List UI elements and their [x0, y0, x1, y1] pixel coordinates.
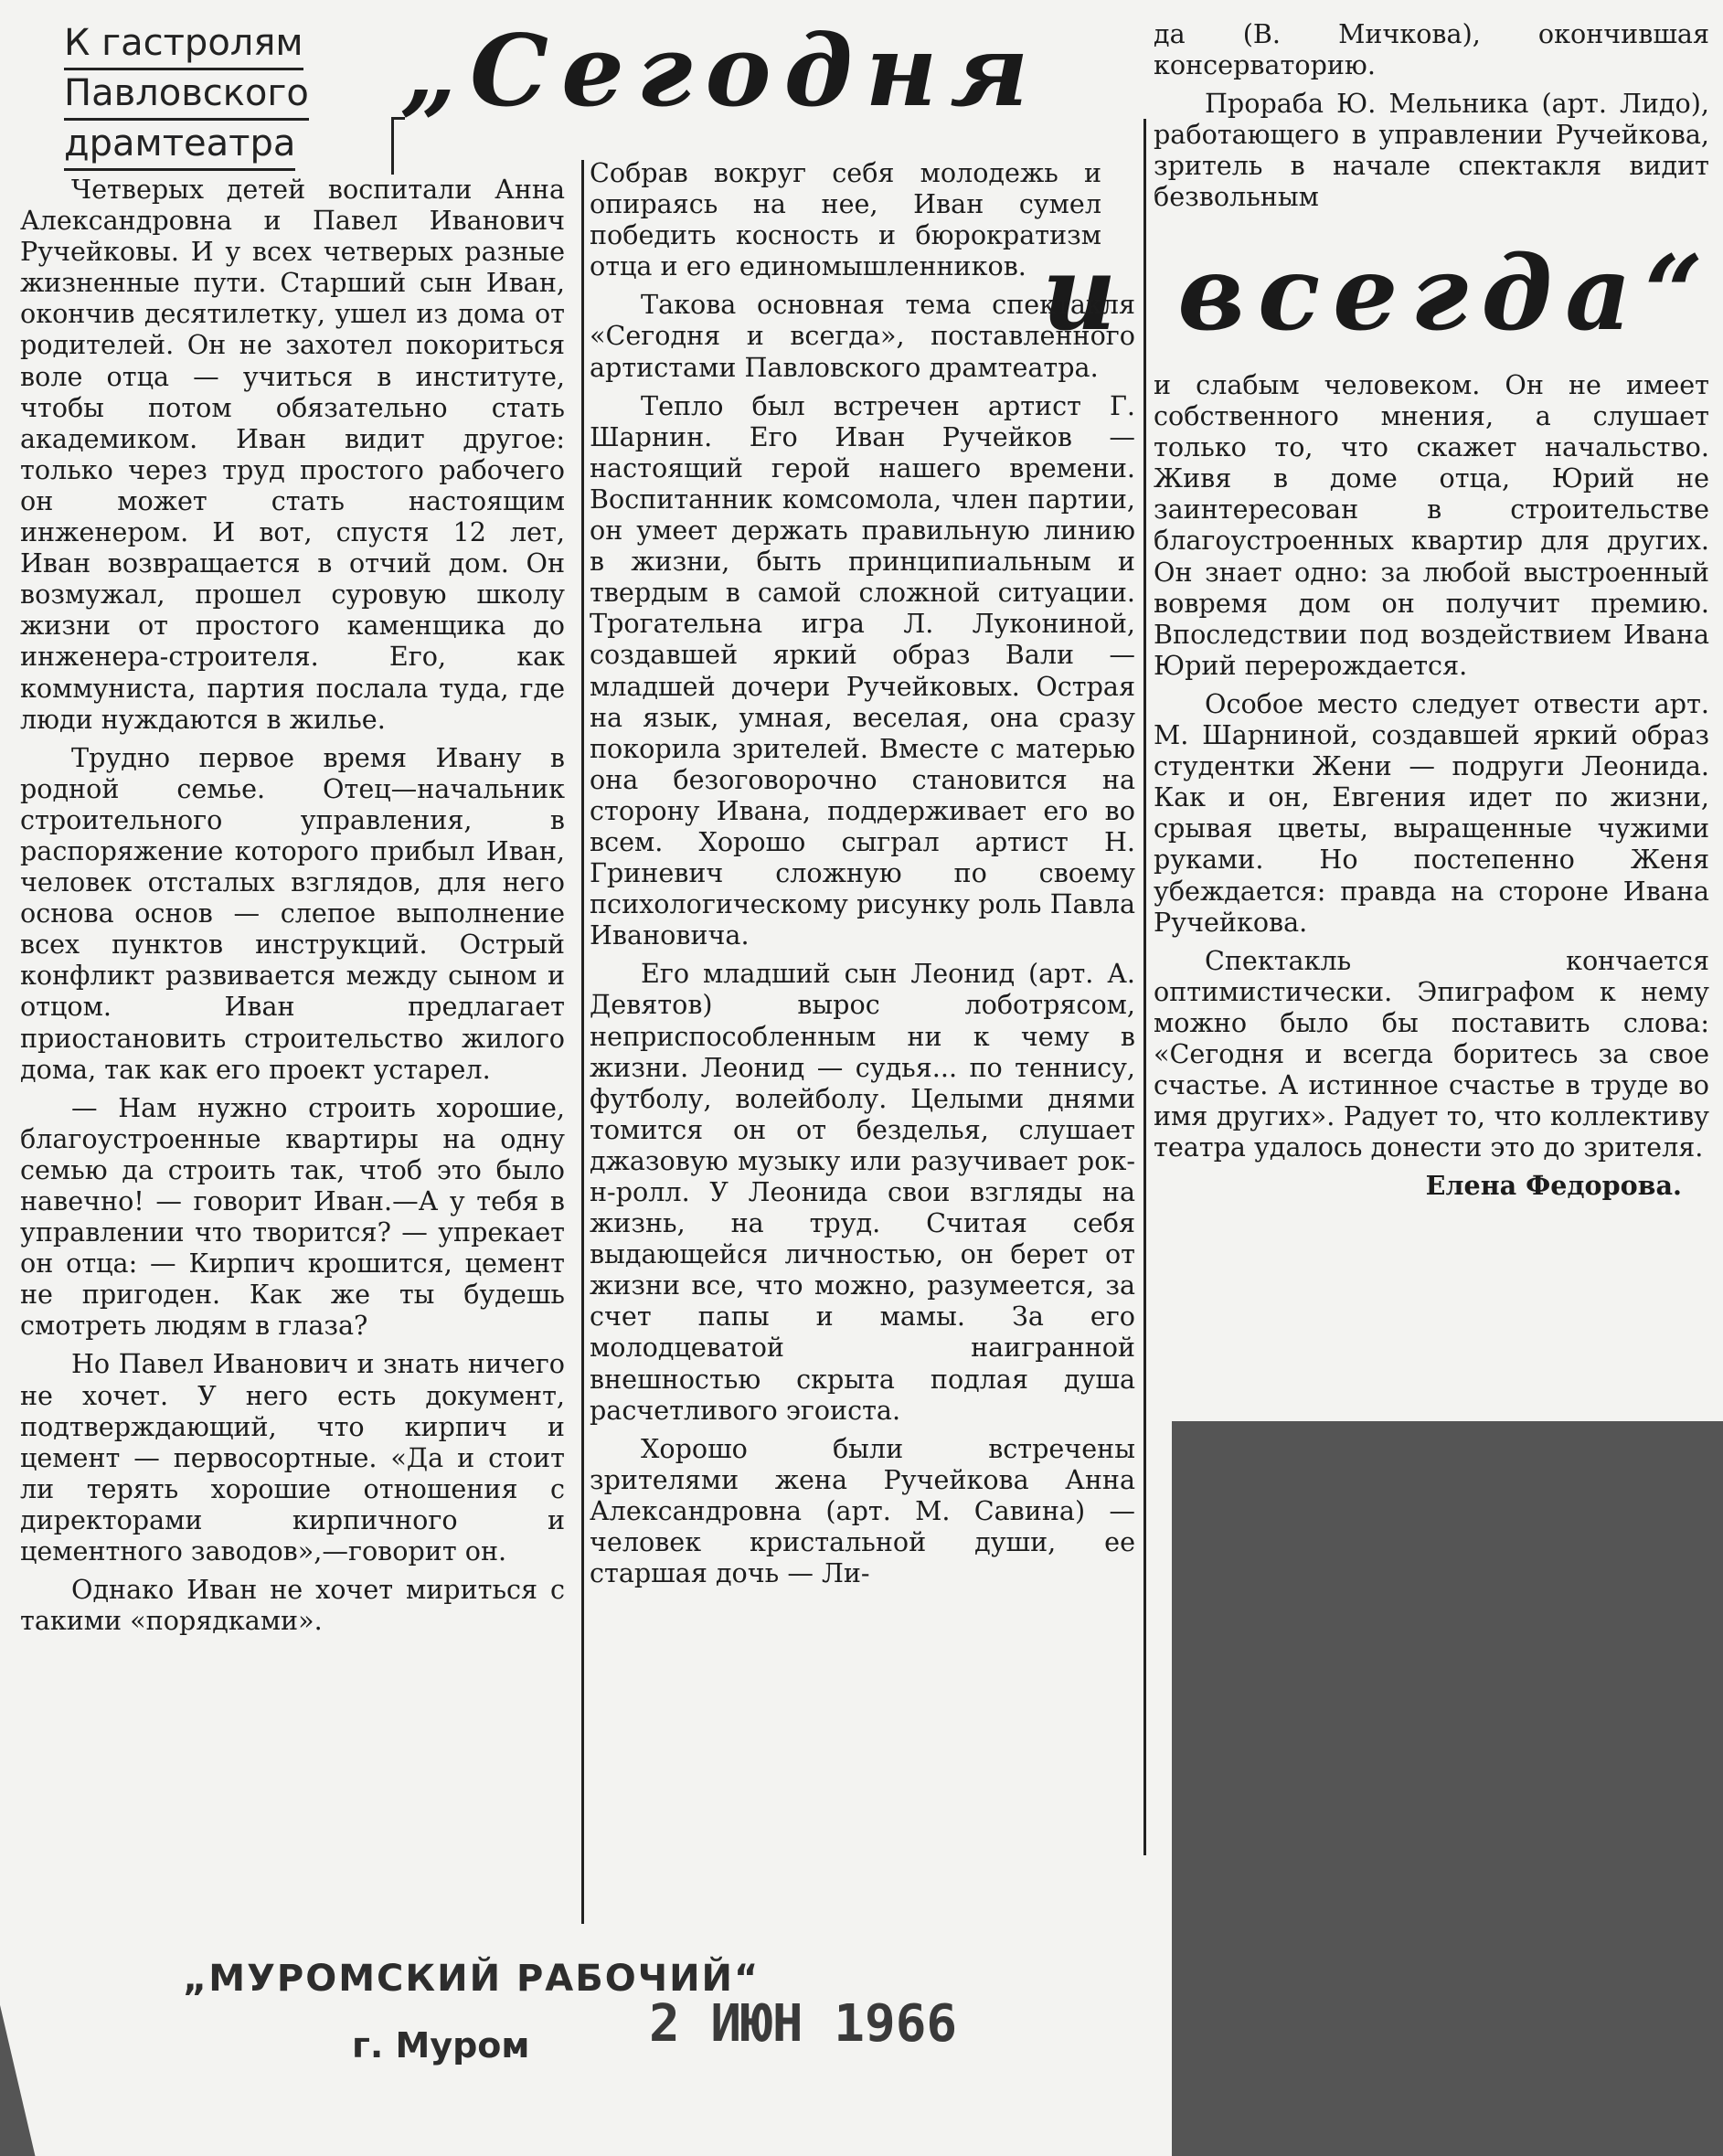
- paragraph: Особое место следует отвести арт. М. Шарниной, создавшей яркий образ студентки Жени — подруги Леонида. Как и он, Евгения идет по жизни, срывая цветы, выращенные чужими руками. Но постепенно Женя убеждается: правда на стороне Ивана Ручейкова.: [1154, 687, 1709, 938]
- column-3-top: [1154, 18, 1709, 220]
- column-2: [590, 157, 1135, 1596]
- paragraph: Собрав вокруг себя молодежь и опираясь на нее, Иван сумел победить косность и бюрократизм отца и его единомышленников.: [590, 157, 1101, 282]
- kicker-line: Павловского: [64, 70, 309, 121]
- column-rule: [1143, 119, 1146, 1855]
- date-stamp: 2 ИЮН 1966: [649, 1994, 958, 2054]
- paragraph: Прораба Ю. Мельника (арт. Лидо), работающего в управлении Ручейкова, зритель в начале спектакля видит безвольным: [1154, 88, 1709, 213]
- headline-line-1: „Сегодня: [400, 14, 1042, 129]
- kicker-line: К гастролям: [64, 20, 303, 70]
- paragraph: Тепло был встречен артист Г. Шарнин. Его Иван Ручейков — настоящий герой нашего времени. Воспитанник комсомола, член партии, он умеет держать правильную линию в жизни, быть принципиальным и твердым в самой сложной ситуации. Трогательна игра Л. Лукониной, создавшей яркий образ Вали — младшей дочери Ручейковых. Острая на язык, умная, веселая, она сразу покорила зрителей. Вместе с матерью она безоговорочно становится на сторону Ивана, поддерживает его во всем. Хорошо сыграл артист Н. Гриневич сложную по своему психологическому рисунку роль Павла Ивановича.: [590, 389, 1135, 951]
- newspaper-stamp: „МУРОМСКИЙ РАБОЧИЙ“: [183, 1958, 760, 2000]
- author-signature: Елена Федорова.: [1425, 1170, 1682, 1202]
- column-3-bottom: [1154, 369, 1709, 1208]
- city-stamp: г. Муром: [352, 2025, 530, 2066]
- paragraph: Хорошо были встречены зрителями жена Ручейкова Анна Александровна (арт. М. Савина) — человек кристальной души, ее старшая дочь — Ли-: [590, 1432, 1135, 1589]
- paragraph: Такова основная тема спектакля «Сегодня и всегда», поставленного артистами Павловского драмтеатра.: [590, 289, 1135, 383]
- column-1: [20, 174, 565, 1643]
- paragraph: Но Павел Иванович и знать ничего не хочет. У него есть документ, подтверждающий, что кирпич и цемент — первосортные. «Да и стоит ли терять хорошие отношения с директорами кирпичного и цементного заводов»,—говорит он.: [20, 1348, 565, 1567]
- paragraph: да (В. Мичкова), окончившая консерваторию.: [1154, 18, 1709, 81]
- kicker-line: драмтеатра: [64, 121, 295, 171]
- kicker: [64, 20, 329, 171]
- paragraph: Однако Иван не хочет мириться с такими «порядками».: [20, 1574, 565, 1637]
- paragraph: Спектакль кончается оптимистически. Эпиграфом к нему можно было бы поставить слова: «Сегодня и всегда боритесь за свое счастье. А истинное счастье в труде во имя других». Радует то, что коллективу театра удалось донести это до зрителя.: [1154, 944, 1709, 1163]
- paragraph: Его младший сын Леонид (арт. А. Девятов) вырос лоботрясом, неприспособленным ни к чему в жизни. Леонид — судья... по теннису, футболу, волейболу. Целыми днями томится он от безделья, слушает джазовую музыку или разучивает рок-н-ролл. У Леонида свои взгляды на жизнь, на труд. Считая себя выдающейся личностью, он берет от жизни все, что можно, разумеется, за счет папы и мамы. За его молодцеватой наигранной внешностью скрыта подлая душа расчетливого эгоиста.: [590, 958, 1135, 1426]
- headline-line-2: и всегда“: [1042, 234, 1717, 354]
- paragraph: Трудно первое время Ивану в родной семье. Отец—начальник строительного управления, в распоряжение которого прибыл Иван, человек отсталых взглядов, для него основа основ — слепое выполнение всех пунктов инструкций. Острый конфликт развивается между сыном и отцом. Иван предлагает приостановить строительство жилого дома, так как его проект устарел.: [20, 741, 565, 1085]
- paragraph: — Нам нужно строить хорошие, благоустроенные квартиры на одну семью да строить так, чтоб это было навечно! — говорит Иван.—А у тебя в управлении что творится? — упрекает он отца: — Кирпич крошится, цемент не пригоден. Как же ты будешь смотреть людям в глаза?: [20, 1091, 565, 1342]
- paragraph: Четверых детей воспитали Анна Александровна и Павел Иванович Ручейковы. И у всех четверых разные жизненные пути. Старший сын Иван, окончив десятилетку, ушел из дома от родителей. Он не захотел покориться воле отца — учиться в институте, чтобы потом обязательно стать академиком. Иван видит другое: только через труд простого рабочего он может стать настоящим инженером. И вот, спустя 12 лет, Иван возвращается в отчий дом. Он возмужал, прошел суровую школу жизни от простого каменщика до инженера-строителя. Его, как коммуниста, партия послала туда, где люди нуждаются в жилье.: [20, 174, 565, 735]
- paragraph: и слабым человеком. Он не имеет собственного мнения, а слушает только то, что скажет начальство. Живя в доме отца, Юрий не заинтересован в строительстве благоустроенных квартир для других. Он знает одно: за любой выстроенный вовремя дом он получит премию. Впоследствии под воздействием Ивана Юрий перерождается.: [1154, 369, 1709, 681]
- column-rule: [581, 160, 584, 1924]
